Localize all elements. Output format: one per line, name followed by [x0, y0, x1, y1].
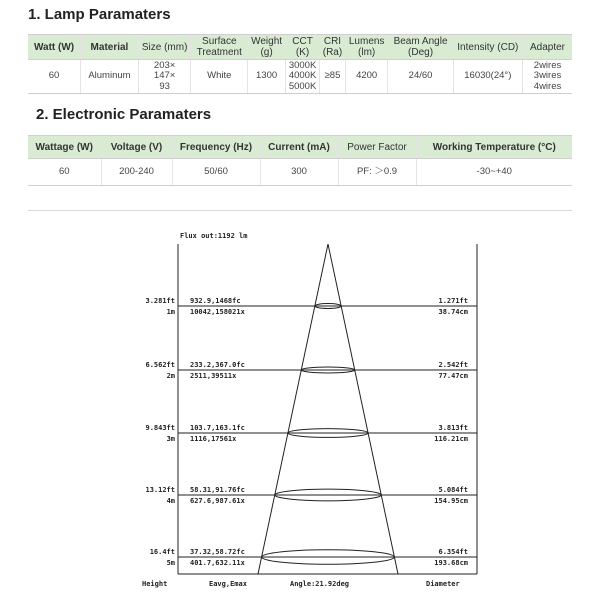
- cct-line: 3000K: [288, 59, 317, 71]
- footer-height: Height: [142, 580, 168, 588]
- cell-wattage: 60: [28, 159, 101, 186]
- beam-edge-right: [328, 244, 398, 574]
- cell-power-factor: PF: ＞0.9: [338, 159, 416, 186]
- height-ft-label: 9.843ft: [145, 424, 175, 432]
- illuminance-lx-label: 1116,17561x: [190, 435, 237, 443]
- height-m-label: 3m: [166, 435, 175, 443]
- diameter-cm-label: 193.68cm: [434, 559, 468, 567]
- adapter-line: 3wires: [533, 70, 562, 82]
- cell-weight: 1300: [248, 60, 286, 94]
- diameter-ft-label: 5.084ft: [438, 486, 468, 494]
- col-wattage: Wattage (W): [28, 136, 101, 159]
- cct-line: 5000K: [288, 80, 317, 92]
- cell-cri: ≥85: [320, 60, 346, 94]
- footer-diameter: Diameter: [426, 580, 460, 588]
- col-intensity: Intensity (CD): [453, 35, 522, 60]
- diameter-ft-label: 1.271ft: [438, 297, 468, 305]
- cell-current: 300: [260, 159, 338, 186]
- adapter-line: 4wires: [533, 80, 562, 92]
- flux-label: Flux out:1192 lm: [180, 232, 248, 240]
- col-watt: Watt (W): [28, 35, 81, 60]
- cell-watt: 60: [28, 60, 81, 94]
- col-beam: Beam Angle (Deg): [388, 35, 453, 60]
- diameter-cm-label: 116.21cm: [434, 435, 468, 443]
- illuminance-fc-label: 103.7,163.1fc: [190, 424, 245, 432]
- cell-frequency: 50/60: [172, 159, 260, 186]
- section-title-lamp: 1. Lamp Paramaters: [28, 6, 171, 23]
- col-working-temp: Working Temperature (°C): [416, 136, 572, 159]
- size-line: 93: [159, 80, 170, 92]
- diameter-ft-label: 2.542ft: [438, 361, 468, 369]
- illuminance-fc-label: 932.9,1468fc: [190, 297, 241, 305]
- col-material: Material: [81, 35, 139, 60]
- footer-angle: Angle:21.92deg: [290, 580, 350, 588]
- beam-edge-left: [258, 244, 328, 574]
- col-adapter: Adapter: [523, 35, 572, 60]
- cell-lumens: 4200: [345, 60, 388, 94]
- col-power-factor: Power Factor: [338, 136, 416, 159]
- illuminance-lx-label: 401.7,632.11x: [190, 559, 245, 567]
- col-cct: CCT (K): [285, 35, 319, 60]
- illuminance-fc-label: 58.31,91.76fc: [190, 486, 245, 494]
- section-title-electronic: 2. Electronic Paramaters: [36, 106, 212, 123]
- height-ft-label: 6.562ft: [145, 361, 175, 369]
- height-m-label: 2m: [166, 372, 175, 380]
- col-lumens: Lumens (lm): [345, 35, 388, 60]
- height-ft-label: 3.281ft: [145, 297, 175, 305]
- col-frequency: Frequency (Hz): [172, 136, 260, 159]
- cell-voltage: 200-240: [101, 159, 172, 186]
- diameter-cm-label: 77.47cm: [438, 372, 468, 380]
- adapter-line: 2wires: [533, 59, 562, 71]
- col-surface: Surface Treatment: [191, 35, 248, 60]
- cell-beam: 24/60: [388, 60, 453, 94]
- illuminance-lx-label: 627.6,987.61x: [190, 497, 245, 505]
- height-m-label: 5m: [166, 559, 175, 567]
- cell-working-temp: -30~+40: [416, 159, 572, 186]
- diameter-cm-label: 38.74cm: [438, 308, 468, 316]
- illuminance-lx-label: 2511,39511x: [190, 372, 237, 380]
- illuminance-fc-label: 37.32,58.72fc: [190, 548, 245, 556]
- col-weight: Weight (g): [248, 35, 286, 60]
- height-ft-label: 13.12ft: [145, 486, 175, 494]
- height-ft-label: 16.4ft: [149, 548, 175, 556]
- col-voltage: Voltage (V): [101, 136, 172, 159]
- size-line: 203×: [153, 59, 176, 71]
- illuminance-lx-label: 10042,158021x: [190, 308, 245, 316]
- diameter-ft-label: 3.813ft: [438, 424, 468, 432]
- cell-intensity: 16030(24°): [453, 60, 522, 94]
- cell-material: Aluminum: [81, 60, 139, 94]
- illuminance-fc-label: 233.2,367.0fc: [190, 361, 245, 369]
- col-current: Current (mA): [260, 136, 338, 159]
- cct-line: 4000K: [288, 70, 317, 82]
- diameter-cm-label: 154.95cm: [434, 497, 468, 505]
- col-size: Size (mm): [138, 35, 191, 60]
- height-m-label: 4m: [166, 497, 175, 505]
- diameter-ft-label: 6.354ft: [438, 548, 468, 556]
- col-cri: CRI (Ra): [320, 35, 346, 60]
- cell-surface: White: [191, 60, 248, 94]
- height-m-label: 1m: [166, 308, 175, 316]
- footer-eavg: Eavg,Emax: [209, 580, 247, 588]
- size-line: 147×: [153, 70, 176, 82]
